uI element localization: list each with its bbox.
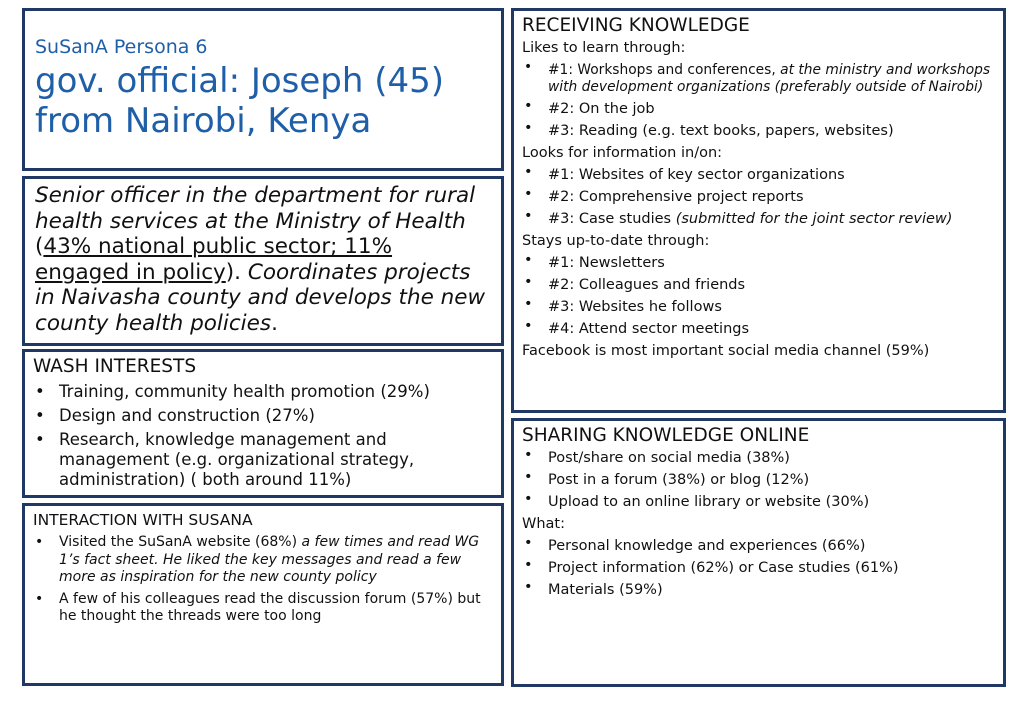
item-italic-text: a few times and read WG 1’s fact sheet. He liked the key messages and read a few more as inspiration for the new county policy bbox=[59, 534, 480, 585]
list-item: • Personal knowledge and experiences (66%) bbox=[522, 535, 995, 557]
facebook-note: Facebook is most important social media channel (59%) bbox=[522, 343, 930, 359]
wash-interests-list bbox=[33, 382, 493, 490]
learn-label: Likes to learn through: bbox=[522, 40, 686, 56]
interaction-list bbox=[33, 534, 493, 626]
info-label: Looks for information in/on: bbox=[522, 145, 723, 161]
item-text: #1: Workshops and conferences, bbox=[548, 61, 781, 78]
update-label: Stays up-to-date through: bbox=[522, 233, 710, 249]
persona-title-box bbox=[22, 8, 504, 171]
receiving-knowledge-box bbox=[511, 8, 1006, 413]
persona-subtitle: SuSanA Persona 6 bbox=[35, 36, 208, 58]
item-text: #2: Comprehensive project reports bbox=[548, 188, 804, 205]
list-item: • Materials (59%) bbox=[522, 579, 995, 601]
learn-list bbox=[522, 59, 995, 142]
wash-interests-box bbox=[22, 349, 504, 498]
list-item: • #4: Attend sector meetings bbox=[522, 318, 995, 340]
info-list bbox=[522, 164, 995, 230]
list-item bbox=[522, 98, 995, 120]
interaction-title: INTERACTION WITH SUSANA bbox=[33, 511, 253, 529]
list-item: • Post/share on social media (38%) bbox=[522, 447, 995, 469]
item-text: #3: Case studies bbox=[548, 210, 676, 227]
description-tasks: Coordinates projects in Naivasha county and develops the new county health policies bbox=[35, 259, 486, 336]
sharing-how-list bbox=[522, 447, 995, 513]
list-item: • Design and construction (27%) bbox=[33, 406, 493, 426]
sharing-what-list bbox=[522, 535, 995, 601]
list-item bbox=[33, 534, 493, 587]
item-italic-text: (submitted for the joint sector review) bbox=[675, 210, 953, 227]
description-role: Senior officer in the department for rural health services at the Ministry of Health bbox=[35, 183, 476, 234]
sharing-knowledge-box bbox=[511, 418, 1006, 687]
wash-interests-title: WASH INTERESTS bbox=[33, 356, 197, 377]
receiving-knowledge-title: RECEIVING KNOWLEDGE bbox=[522, 15, 750, 36]
list-item bbox=[522, 59, 995, 98]
item-text: #3: Reading (e.g. text books, papers, websites) bbox=[548, 122, 894, 139]
description-sector-stats: 43% national public sector; 11% engaged in policy bbox=[35, 234, 393, 285]
description-close-paren: ). bbox=[225, 259, 248, 285]
list-item bbox=[522, 208, 995, 230]
list-item bbox=[522, 164, 995, 186]
update-list bbox=[522, 252, 995, 340]
item-text: A few of his colleagues read the discussion forum (57%) but he thought the threads were too long bbox=[59, 590, 481, 624]
list-item: • Project information (62%) or Case studies (61%) bbox=[522, 557, 995, 579]
list-item: • #3: Websites he follows bbox=[522, 296, 995, 318]
persona-heading: gov. official: Joseph (45) from Nairobi, Kenya bbox=[35, 61, 445, 141]
item-text: #2: On the job bbox=[548, 100, 655, 117]
description-period: . bbox=[271, 310, 278, 336]
item-text: #1: Websites of key sector organizations bbox=[548, 166, 845, 183]
list-item bbox=[522, 186, 995, 208]
list-item: • Post in a forum (38%) or blog (12%) bbox=[522, 469, 995, 491]
list-item: • #1: Newsletters bbox=[522, 252, 995, 274]
persona-description-box bbox=[22, 176, 504, 346]
list-item: • Research, knowledge management and management (e.g. organizational strategy, administration) ( both around 11%) bbox=[33, 430, 493, 490]
description-open-paren: ( bbox=[35, 234, 44, 259]
sharing-knowledge-title: SHARING KNOWLEDGE ONLINE bbox=[522, 425, 810, 446]
item-text: Visited the SuSanA website (68%) bbox=[59, 534, 302, 550]
interaction-box bbox=[22, 503, 504, 686]
list-item: • #2: Colleagues and friends bbox=[522, 274, 995, 296]
list-item: • Training, community health promotion (29%) bbox=[33, 382, 493, 402]
list-item: • Upload to an online library or website (30%) bbox=[522, 491, 995, 513]
what-label: What: bbox=[522, 516, 565, 532]
item-italic-text: at the ministry and workshops with development organizations (preferably outside of Nairobi) bbox=[548, 61, 991, 95]
list-item bbox=[33, 591, 493, 626]
list-item bbox=[522, 120, 995, 142]
